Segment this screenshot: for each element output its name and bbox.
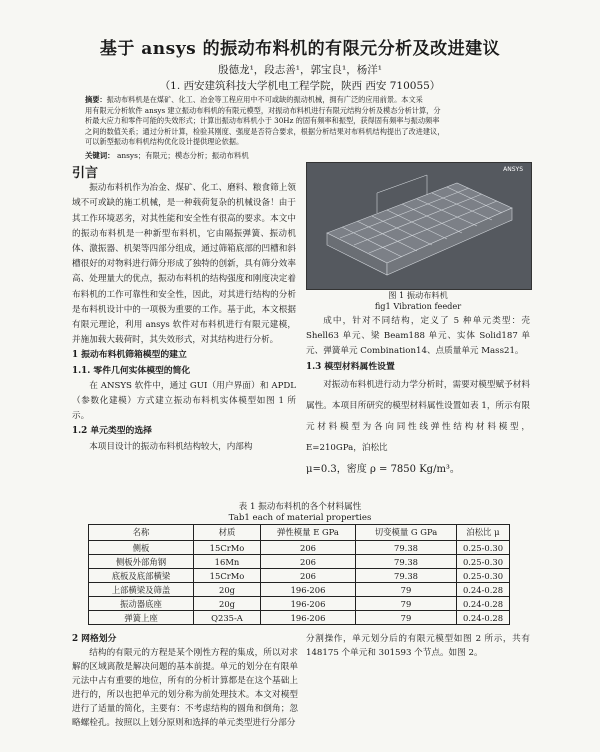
element-types-text: 成中，针对不同结构，定义了 5 种单元类型：壳 Shell63 单元、梁 Beam188 单元、实体 Solid187 单元、弹簧单元 Combination14、点质量单元 Mass21。	[306, 316, 530, 357]
section-2-text: 结构的有限元的方程是某个刚性方程的集成，所以对求解的区域离散是解决问题的基本前提。单元的划分在有限单元法中占有重要的地位，所有的分析计算都是在这个基础上进行的，所以也把单元的划分称为前处理技术。本文对模型进行了适量的简化，主要有：不考虑结构的圆角和倒角；忽略螺栓孔。按照以上划分原则和选择的单元类型进行分部分	[72, 648, 298, 728]
abstract-line: 之间的数值关系；通过分析计算，检验其刚度、强度是否符合要求，根据分析结果对布料机结构提出了改进建议，	[85, 126, 445, 136]
keywords-label: 关键词：	[85, 151, 115, 160]
section-1-3-heading: 1.3 模型材料属性设置	[306, 361, 395, 372]
section-1-3-text: 对振动布料机进行动力学分析时，需要对模型赋予材料属性。本项目所研究的模型材料属性设置如表 1，所示有限元材料模型为各向同性线弹性结构材料模型，E=210GPa，泊松比	[306, 379, 530, 453]
section-1-heading: 1 振动布料机筛箱模型的建立	[72, 350, 187, 361]
table-header: 材质	[194, 525, 261, 541]
table-header: 泊松比 μ	[457, 525, 510, 541]
abstract	[85, 95, 535, 148]
section-1-2-heading: 1.2 单元类型的选择	[72, 426, 152, 437]
left-column	[72, 166, 296, 455]
figure-caption-cn: 图 1 振动布料机	[388, 290, 448, 300]
table-row: 侧板 15CrMo 206 79.38 0.25-0.30	[89, 541, 510, 555]
section-1-1-heading: 1.1. 零件几何实体模型的简化	[72, 365, 191, 376]
keywords	[85, 150, 535, 161]
section-2-cont-text: 分割操作，单元划分后的有限元模型如图 2 所示，共有 148175 个单元和 301593 个节点。如图 2。	[306, 634, 530, 658]
figure-1-caption	[306, 290, 530, 312]
table-header: 切变模量 G GPa	[356, 525, 457, 541]
right-column	[306, 314, 530, 481]
section-2-heading: 2 网格划分	[72, 634, 117, 644]
vibration-feeder-mesh	[307, 163, 531, 289]
table-row: 底板及底部横梁 15CrMo 206 79.38 0.25-0.30	[89, 569, 510, 583]
abstract-label: 摘要：	[85, 95, 107, 104]
intro-heading: 引言	[72, 166, 99, 181]
table-row: 上部横梁及筛盖 20g 196-206 79 0.24-0.28	[89, 583, 510, 597]
abstract-line: 摘要：振动布料机是在煤矿、化工、冶金等工程应用中不可或缺的振动机械，拥有广泛的应用前景。本文采	[85, 95, 423, 104]
table-1-caption	[0, 502, 600, 524]
affiliation: （1. 西安建筑科技大学机电工程学院，陕西 西安 710055）	[159, 80, 441, 92]
abstract-line: 用有限元分析软件 ansys 建立振动布料机的有限元模型，对振动布料机进行有限元结构分析及模态分析计算，分	[85, 105, 441, 115]
section-1-1-text: 在 ANSYS 软件中，通过 GUI（用户界面）和 APDL（参数化建模）方式建立振动布料机实体模型如图 1 所示。	[72, 380, 296, 422]
abstract-line: 可以新型振动布料机结构优化设计提供理论依据。	[85, 137, 244, 147]
table-header: 弹性模量 E GPa	[261, 525, 356, 541]
authors: 殷德龙¹，段志善¹，郭宝良¹，杨洋¹	[218, 64, 382, 76]
table-header: 名称	[89, 525, 194, 541]
figure-1	[306, 162, 532, 290]
material-table	[88, 524, 510, 625]
section-2-continued	[306, 632, 530, 660]
abstract-line: 析最大应力和零件可能的失效形式；计算出振动布料机小于 30Hz 的固有频率和振型，获得固有频率与振动频率	[85, 116, 440, 126]
keywords-text: ansys；有限元；模态分析；振动布料机	[116, 151, 249, 160]
table-row: 弹簧上座 Q235-A 196-206 79 0.24-0.28	[89, 611, 510, 625]
section-2	[72, 632, 298, 730]
intro-paragraph: 振动布料机作为冶金、煤矿、化工、磨料、粮食筛上领域不可或缺的施工机械，是一种载荷复杂的机械设备！由于其工作环境恶劣，对其性能和安全性有很高的要求。本文中的振动布料机是一种新型布料机，它由隔振弹簧、振动机体、激振器、机架等四部分组成，通过筛箱底部的凹槽和斜槽很好的对物料进行筛分形成了独特的创新，具有筛分效率高、处理量大的优点，振动布料机的结构强度和刚度决定着布料机的工作可靠性和安全性，因此，对其进行结构的分析是布料机设计中的一项极为重要的工作。基于此，本文根据有限元理论，利用 ansys 软件对布料机进行有限元建模，并施加载大载荷时，其失效形式，对其结构进行分析。	[72, 183, 296, 346]
figure-caption-en: fig1 Vibration feeder	[374, 301, 462, 311]
table-row: 振动器底座 20g 196-206 79 0.24-0.28	[89, 597, 510, 611]
table-header-row	[89, 525, 510, 541]
table-row: 侧板外部角钢 16Mn 206 79.38 0.25-0.30	[89, 555, 510, 569]
material-formula: μ=0.3，密度 ρ = 7850 Kg/m³。	[306, 463, 460, 475]
table-caption-cn: 表 1 振动布料机的各个材料属性	[238, 502, 362, 512]
ansys-watermark: ANSYS	[503, 166, 523, 173]
paper-title: 基于 ansys 的振动布料机的有限元分析及改进建议	[99, 39, 501, 59]
section-1-2-text: 本项目设计的振动布料机结构较大，内部构	[89, 441, 253, 452]
table-caption-en: Tab1 each of material properties	[228, 513, 372, 523]
